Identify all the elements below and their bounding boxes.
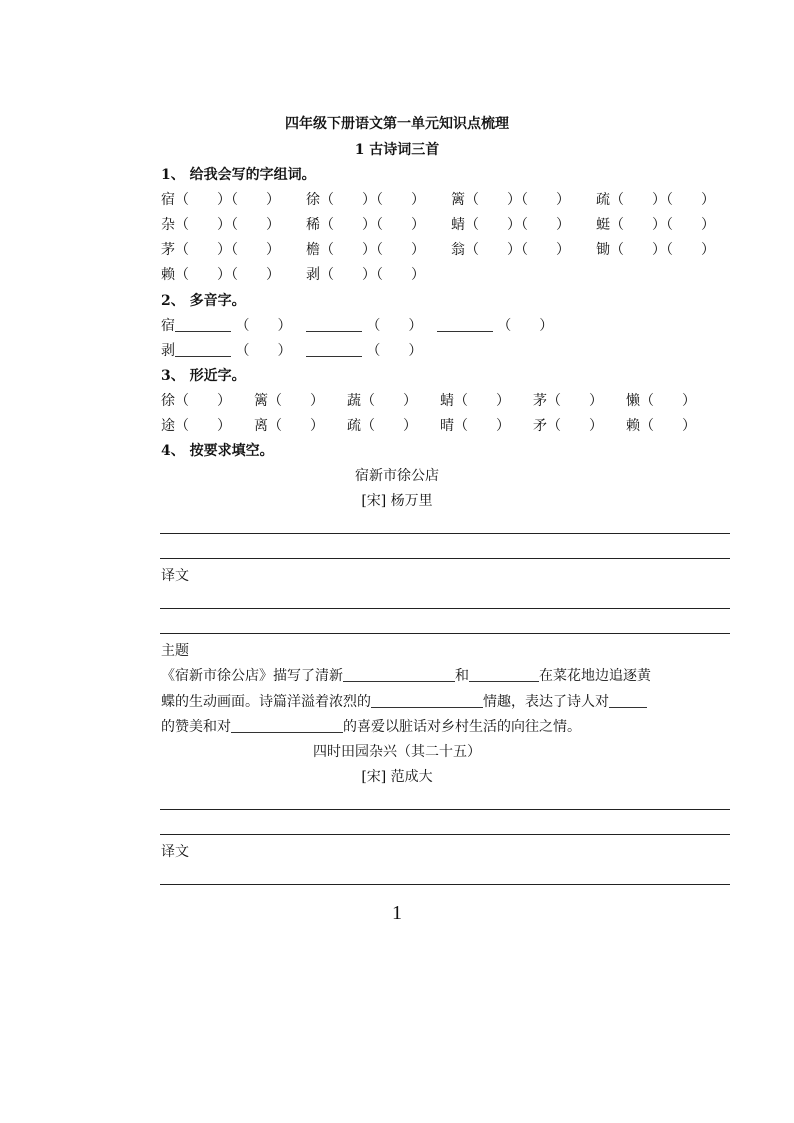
writing-line[interactable] bbox=[160, 608, 730, 609]
similar-char-item: 懒（ ） bbox=[626, 393, 696, 409]
answer-blank[interactable] bbox=[609, 693, 647, 708]
similar-char-item: 晴（ ） bbox=[440, 418, 510, 434]
word-item: 蜓（ ）（ ） bbox=[596, 217, 715, 233]
similar-char-item: 疏（ ） bbox=[347, 418, 417, 434]
answer-blank[interactable] bbox=[306, 317, 362, 332]
translation-label: 译文 bbox=[161, 568, 189, 584]
answer-blank[interactable] bbox=[469, 667, 539, 682]
theme-paragraph-line bbox=[161, 691, 647, 711]
theme-paragraph-line bbox=[161, 665, 651, 685]
answer-blank[interactable] bbox=[175, 342, 231, 357]
word-item: 锄（ ）（ ） bbox=[596, 242, 715, 258]
theme-text: 《宿新市徐公店》描写了清新 bbox=[161, 668, 343, 684]
polyphone-row bbox=[161, 340, 422, 360]
similar-char-item: 蔬（ ） bbox=[347, 393, 417, 409]
theme-paragraph-line bbox=[161, 716, 581, 736]
similar-char-item: 离（ ） bbox=[254, 418, 324, 434]
lesson-title: 1 古诗词三首 bbox=[354, 142, 440, 158]
word-item: 剥（ ）（ ） bbox=[306, 267, 425, 283]
theme-text: 在菜花地边追逐黄 bbox=[539, 668, 651, 684]
writing-line[interactable] bbox=[160, 558, 730, 559]
polyphone-char: 宿 bbox=[161, 318, 175, 334]
theme-text: 的赞美和对 bbox=[161, 719, 231, 735]
pinyin-paren: （ ） bbox=[497, 318, 554, 334]
similar-char-item: 赖（ ） bbox=[626, 418, 696, 434]
section3-heading: 3、 形近字。 bbox=[161, 368, 246, 384]
theme-label: 主题 bbox=[161, 643, 189, 659]
polyphone-char: 剥 bbox=[161, 343, 175, 359]
word-item: 檐（ ）（ ） bbox=[306, 242, 425, 258]
answer-blank[interactable] bbox=[437, 317, 493, 332]
writing-line[interactable] bbox=[160, 533, 730, 534]
answer-blank[interactable] bbox=[343, 667, 455, 682]
theme-text: 和 bbox=[455, 668, 469, 684]
similar-char-item: 篱（ ） bbox=[254, 393, 324, 409]
word-item: 杂（ ）（ ） bbox=[161, 217, 280, 233]
writing-line[interactable] bbox=[160, 834, 730, 835]
word-item: 翁（ ）（ ） bbox=[451, 242, 570, 258]
answer-blank[interactable] bbox=[175, 317, 231, 332]
page-number: 1 bbox=[392, 902, 402, 924]
similar-char-item: 途（ ） bbox=[161, 418, 231, 434]
theme-text: 情趣，表达了诗人对 bbox=[483, 694, 609, 710]
word-item: 宿（ ）（ ） bbox=[161, 192, 280, 208]
theme-text: 的喜爱以脏话对乡村生活的向往之情。 bbox=[343, 719, 581, 735]
word-item: 蜻（ ）（ ） bbox=[451, 217, 570, 233]
similar-char-item: 矛（ ） bbox=[533, 418, 603, 434]
similar-char-item: 蜻（ ） bbox=[440, 393, 510, 409]
pinyin-paren: （ ） bbox=[235, 318, 292, 334]
writing-line[interactable] bbox=[160, 809, 730, 810]
poem-author: [宋] 杨万里 bbox=[361, 493, 433, 509]
section4-heading: 4、 按要求填空。 bbox=[161, 443, 274, 459]
word-item: 赖（ ）（ ） bbox=[161, 267, 280, 283]
writing-line[interactable] bbox=[160, 633, 730, 634]
answer-blank[interactable] bbox=[231, 718, 343, 733]
answer-blank[interactable] bbox=[371, 693, 483, 708]
pinyin-paren: （ ） bbox=[366, 343, 423, 359]
poem-title: 宿新市徐公店 bbox=[355, 468, 439, 484]
pinyin-paren: （ ） bbox=[366, 318, 423, 334]
word-item: 篱（ ）（ ） bbox=[451, 192, 570, 208]
word-item: 疏（ ）（ ） bbox=[596, 192, 715, 208]
word-item: 徐（ ）（ ） bbox=[306, 192, 425, 208]
answer-blank[interactable] bbox=[306, 342, 362, 357]
poem-author: [宋] 范成大 bbox=[361, 769, 433, 785]
writing-line[interactable] bbox=[160, 884, 730, 885]
section2-heading: 2、 多音字。 bbox=[161, 293, 246, 309]
document-title: 四年级下册语文第一单元知识点梳理 bbox=[285, 116, 509, 132]
similar-char-item: 徐（ ） bbox=[161, 393, 231, 409]
section1-heading: 1、 给我会写的字组词。 bbox=[161, 167, 316, 183]
poem-title: 四时田园杂兴（其二十五） bbox=[313, 744, 481, 760]
word-item: 茅（ ）（ ） bbox=[161, 242, 280, 258]
similar-char-item: 茅（ ） bbox=[533, 393, 603, 409]
translation-label: 译文 bbox=[161, 844, 189, 860]
pinyin-paren: （ ） bbox=[235, 343, 292, 359]
word-item: 稀（ ）（ ） bbox=[306, 217, 425, 233]
polyphone-row bbox=[161, 315, 553, 335]
theme-text: 蝶的生动画面。诗篇洋溢着浓烈的 bbox=[161, 694, 371, 710]
